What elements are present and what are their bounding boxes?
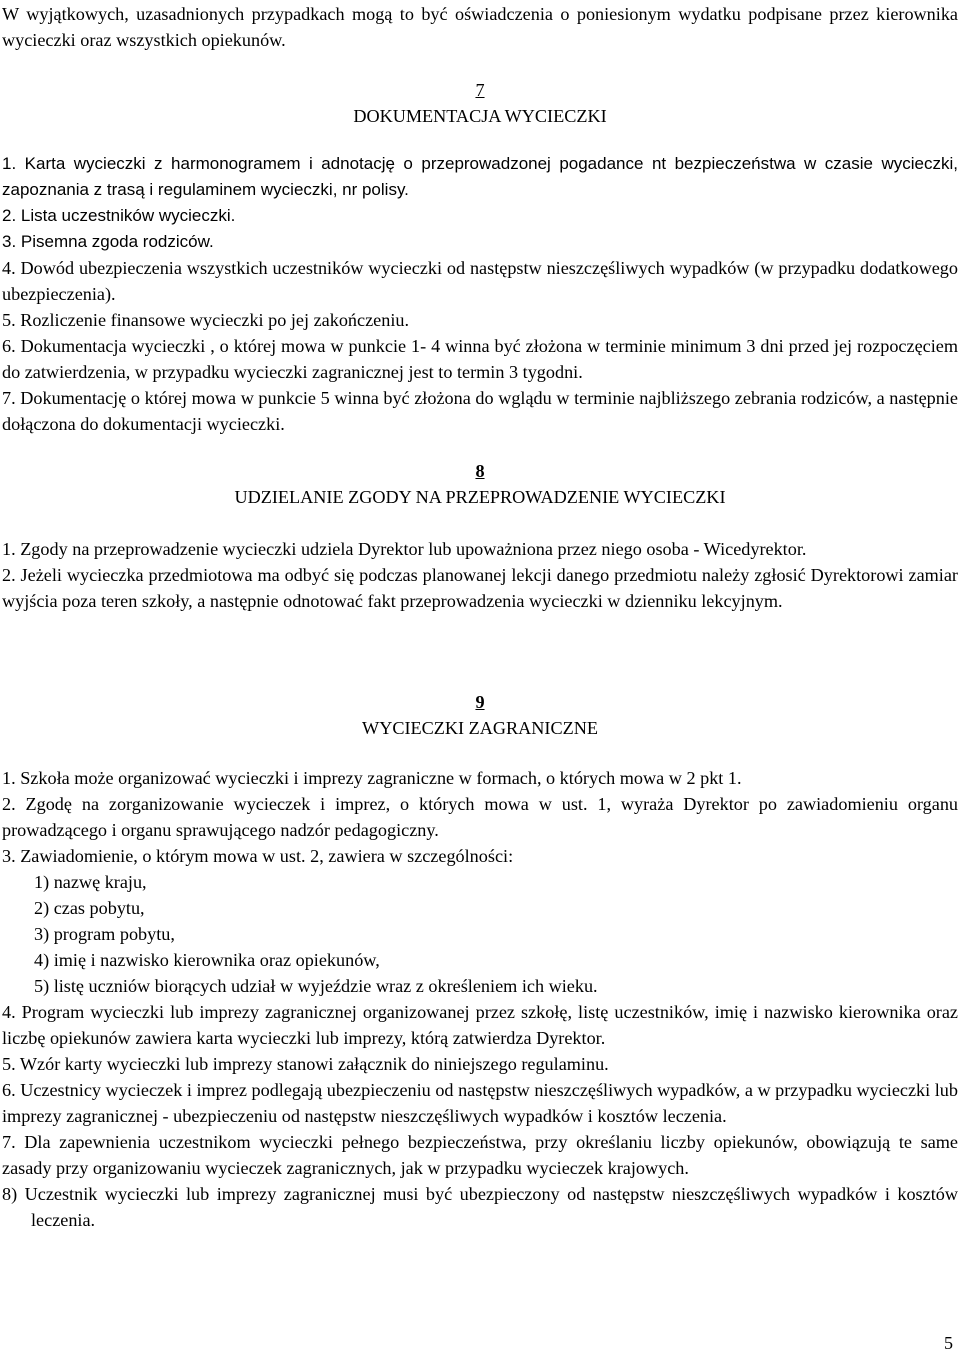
s9-item-6: 6. Uczestnicy wycieczek i imprez podlegają ubezpieczeniu od następstw nieszczęśliwych wypadków, a w przypadku wycieczki lub imprezy zagranicznej - ubezpieczeniu od następstw nieszczęśliwych wypadków i kosztów leczenia. [2,1080,958,1126]
s9-item-1: 1. Szkoła może organizować wycieczki i imprezy zagraniczne w formach, o których mowa w 2 pkt 1. [2,768,742,788]
section-8-list [0,536,960,614]
s9-item-5: 5. Wzór karty wycieczki lub imprezy stanowi załącznik do niniejszego regulaminu. [2,1054,609,1074]
intro-paragraph: W wyjątkowych, uzasadnionych przypadkach mogą to być oświadczenia o poniesionym wydatku podpisane przez kierownika wycieczki oraz wszystkich opiekunów. [2,4,958,50]
s7-item-5: 5. Rozliczenie finansowe wycieczki po jej zakończeniu. [2,310,410,330]
section-9-list [0,765,960,1233]
section-7-title: DOKUMENTACJA WYCIECZKI [353,106,607,126]
section-7-header [0,77,960,129]
s9-item-7: 7. Dla zapewnienia uczestnikom wycieczki pełnego bezpieczeństwa, przy określaniu liczby opiekunów, obowiązują te same zasady przy organizowaniu wycieczek zagranicznych, jak w przypadku wycieczek krajowych. [2,1132,958,1178]
section-9-number: 9 [475,692,485,712]
s7-item-4: 4. Dowód ubezpieczenia wszystkich uczestników wycieczki od następstw nieszczęśliwych wypadków (w przypadku dodatkowego ubezpieczenia). [2,258,958,304]
section-9-title: WYCIECZKI ZAGRANICZNE [362,718,598,738]
s9-item-3: 3. Zawiadomienie, o którym mowa w ust. 2, zawiera w szczególności: [2,846,514,866]
s9-subitem-4: 4) imię i nazwisko kierownika oraz opiekunów, [34,950,380,970]
section-8-number: 8 [475,461,485,481]
s9-subitem-1: 1) nazwę kraju, [34,872,147,892]
page-number: 5 [944,1333,953,1353]
s7-item-1: 1. Karta wycieczki z harmonogramem i adnotację o przeprowadzonej pogadance nt bezpieczeństwa w czasie wycieczki, zapoznania z trasą i regulaminem wycieczki, nr polisy. [2,154,958,199]
section-8-header [0,458,960,510]
s9-subitem-3: 3) program pobytu, [34,924,175,944]
s9-subitem-5: 5) listę uczniów biorących udział w wyjeździe wraz z określeniem ich wieku. [34,976,598,996]
s9-subitem-2: 2) czas pobytu, [34,898,145,918]
s7-item-3: 3. Pisemna zgoda rodziców. [2,232,214,251]
s9-item-2: 2. Zgodę na zorganizowanie wycieczek i imprez, o których mowa w ust. 1, wyraża Dyrektor po zawiadomieniu organu prowadzącego i organu sprawującego nadzór pedagogiczny. [2,794,958,840]
s7-item-2: 2. Lista uczestników wycieczki. [2,206,236,225]
s8-item-2: 2. Jeżeli wycieczka przedmiotowa ma odbyć się podczas planowanej lekcji danego przedmiotu należy zgłosić Dyrektorowi zamiar wyjścia poza teren szkoły, a następnie odnotować fakt przeprowadzenia wycieczki w dzienniku lekcyjnym. [2,565,958,611]
section-7-number: 7 [475,80,485,100]
s7-item-7: 7. Dokumentację o której mowa w punkcie 5 winna być złożona do wglądu w terminie najbliższego zebrania rodziców, a następnie dołączona do dokumentacji wycieczki. [2,388,958,434]
section-9-header [0,689,960,741]
section-8-title: UDZIELANIE ZGODY NA PRZEPROWADZENIE WYCIECZKI [234,487,726,507]
s9-item-4: 4. Program wycieczki lub imprezy zagranicznej organizowanej przez szkołę, listę uczestników, imię i nazwisko kierownika oraz liczbę opiekunów zawiera karta wycieczki lub imprezy, którą zatwierdza Dyrektor. [2,1002,958,1048]
s8-item-1: 1. Zgody na przeprowadzenie wycieczki udziela Dyrektor lub upoważniona przez niego osoba - Wicedyrektor. [2,539,807,559]
section-7-list [0,151,960,437]
s9-item-8: 8) Uczestnik wycieczki lub imprezy zagranicznej musi być ubezpieczony od następstw nieszczęśliwych wypadków i kosztów leczenia. [2,1184,958,1230]
s7-item-6: 6. Dokumentacja wycieczki , o której mowa w punkcie 1- 4 winna być złożona w terminie minimum 3 dni przed jej rozpoczęciem do zatwierdzenia, w przypadku wycieczki zagranicznej jest to termin 3 tygodni. [2,336,958,382]
